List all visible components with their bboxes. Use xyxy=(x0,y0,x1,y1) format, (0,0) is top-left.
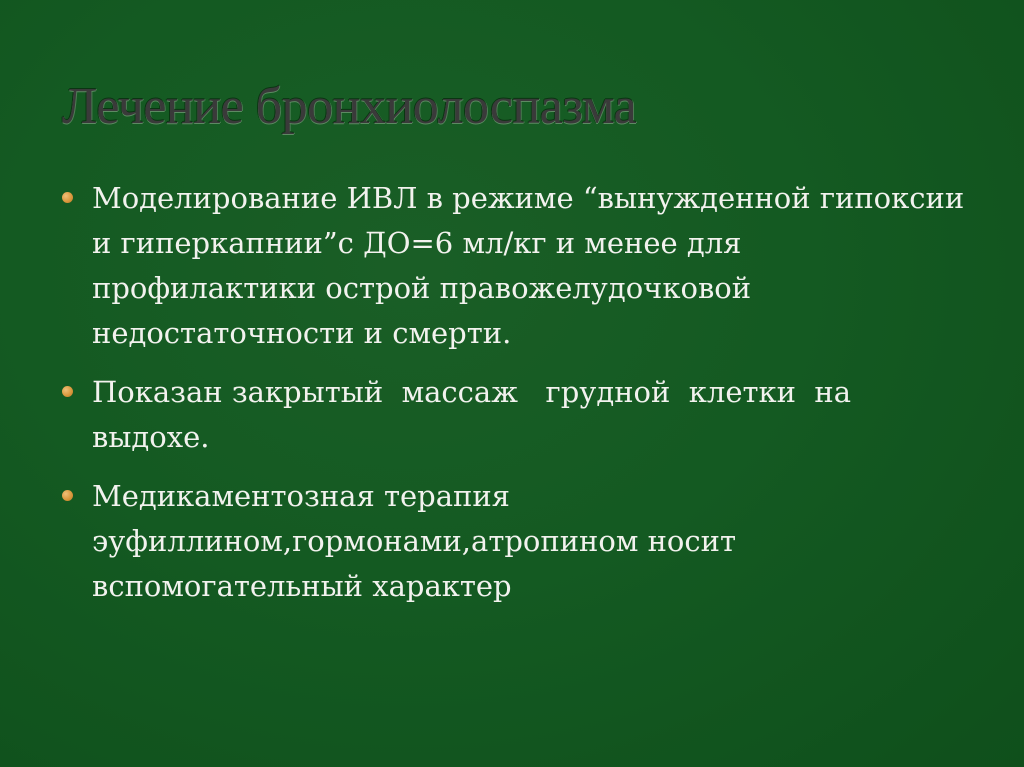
bullet-list xyxy=(62,176,972,623)
bullet-item xyxy=(62,474,972,609)
bullet-item xyxy=(62,370,972,460)
bullet-dot-icon xyxy=(62,386,73,397)
bullet-text: Медикаментозная терапия эуфиллином,гормонами,атропином носит вспомогательный характер xyxy=(92,479,737,603)
bullet-text: Моделирование ИВЛ в режиме “вынужденной гипоксии и гиперкапнии”с ДО=6 мл/кг и менее для профилактики острой правожелудочковой недостаточности и смерти. xyxy=(92,181,965,350)
bullet-text: Показан закрытый массаж грудной клетки на выдохе. xyxy=(92,375,861,454)
bullet-dot-icon xyxy=(62,490,73,501)
bullet-dot-icon xyxy=(62,192,73,203)
bullet-item xyxy=(62,176,972,356)
slide-title: Лечение бронхиолоспазма xyxy=(62,78,637,135)
